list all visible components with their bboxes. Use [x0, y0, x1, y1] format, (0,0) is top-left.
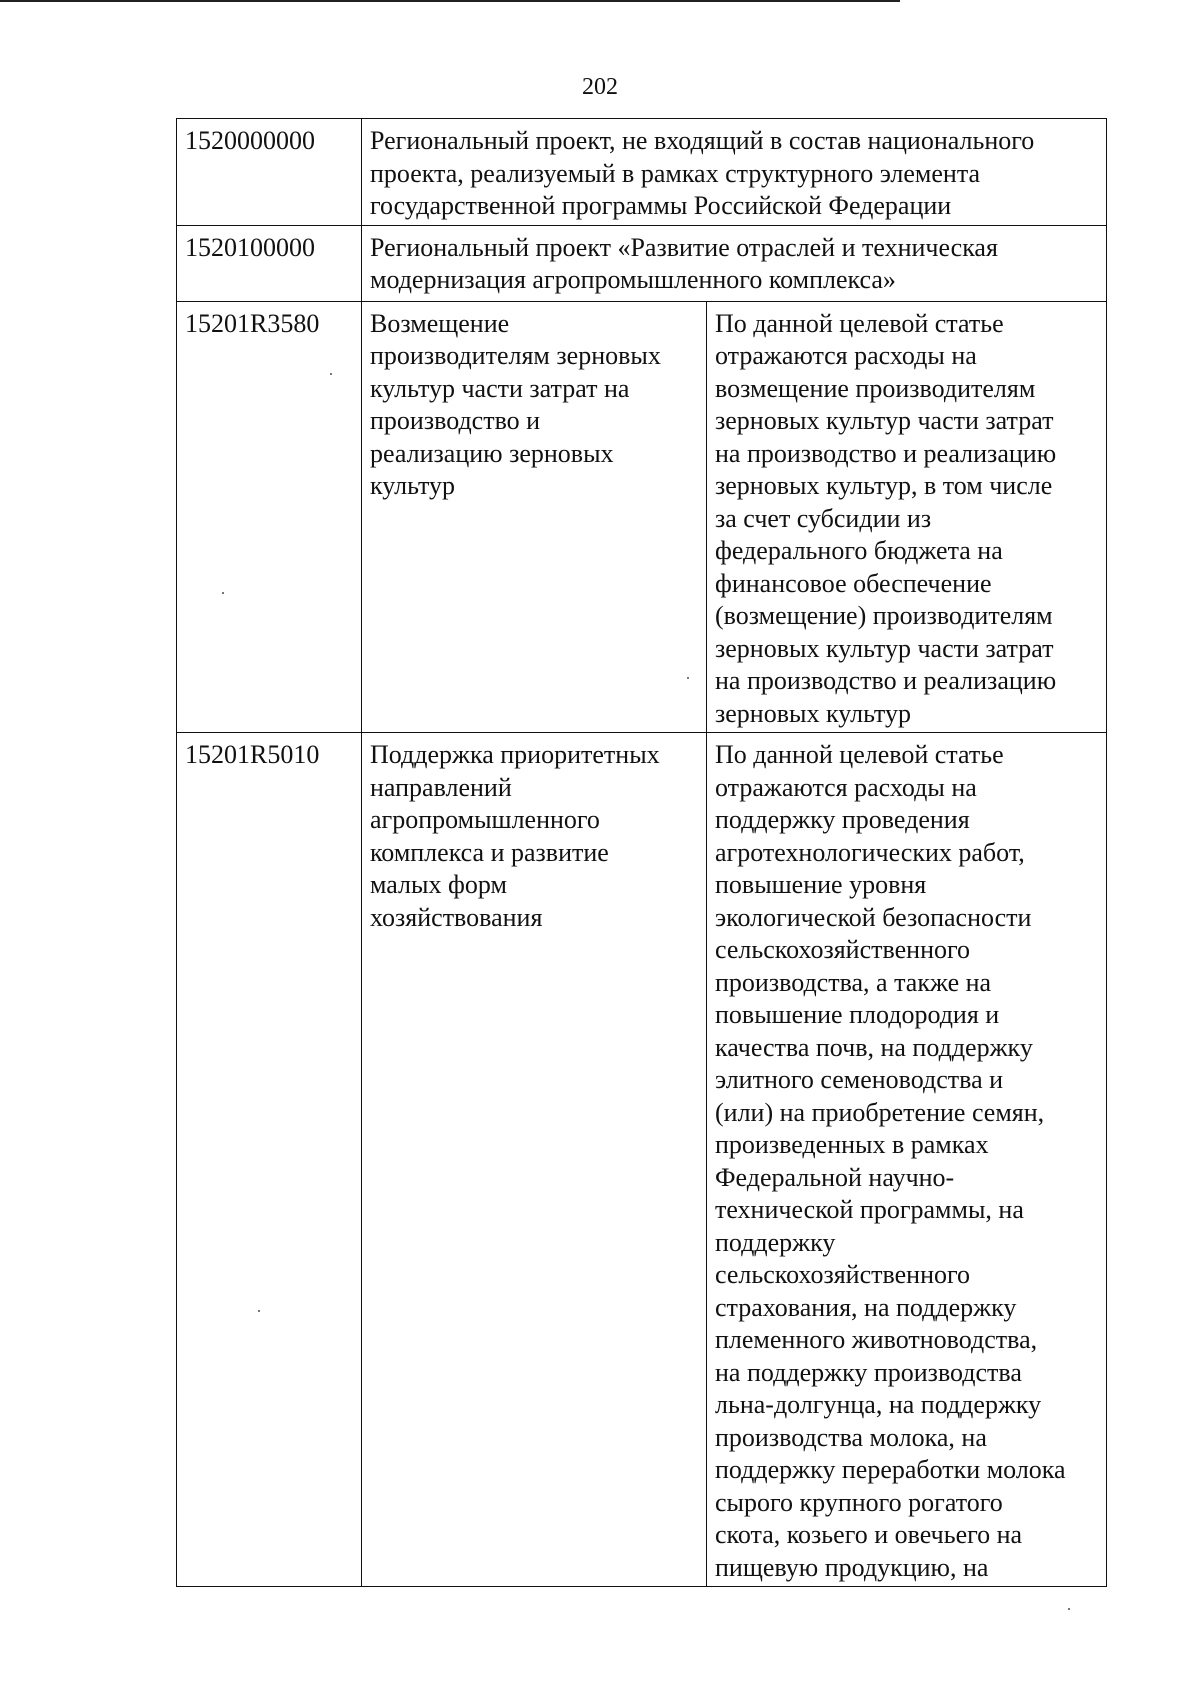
article-name: Возмещение производителям зерновых культур части затрат на производство и реализацию зерновых культур [362, 301, 707, 733]
article-name: Поддержка приоритетных направлений агропромышленного комплекса и развитие малых форм хозяйствования [362, 733, 707, 1587]
target-articles-table [176, 118, 1107, 1587]
article-title: Региональный проект «Развитие отраслей и техническая модернизация агропромышленного комплекса» [362, 225, 1107, 301]
page-number: 202 [582, 74, 618, 100]
scan-speck [687, 677, 689, 679]
scan-speck [330, 373, 332, 375]
article-description: По данной целевой статье отражаются расходы на поддержку проведения агротехнологических работ, повышение уровня экологической безопасности сельскохозяйственного производства, а также на повышение плодородия и качества почв, на поддержку элитного семеноводства и (или) на приобретение семян, произведенных в рамках Федеральной научно- технической программы, на поддержку сельскохозяйственного страхования, на поддержку племенного животноводства, на поддержку производства льна-долгунца, на поддержку производства молока, на поддержку переработки молока сырого крупного рогатого скота, козьего и овечьего на пищевую продукцию, на [707, 733, 1107, 1587]
article-code: 1520000000 [177, 119, 362, 226]
table-row [177, 301, 1107, 733]
table-row [177, 733, 1107, 1587]
scan-speck [1068, 1608, 1070, 1610]
article-code: 1520100000 [177, 225, 362, 301]
article-title: Региональный проект, не входящий в состав национального проекта, реализуемый в рамках структурного элемента государственной программы Российской Федерации [362, 119, 1107, 226]
scan-edge-line [0, 0, 900, 2]
article-description: По данной целевой статье отражаются расходы на возмещение производителям зерновых культур части затрат на производство и реализацию зерновых культур, в том числе за счет субсидии из федерального бюджета на финансовое обеспечение (возмещение) производителям зерновых культур части затрат на производство и реализацию зерновых культур [707, 301, 1107, 733]
table-row [177, 225, 1107, 301]
article-code: 15201R5010 [177, 733, 362, 1587]
table-row [177, 119, 1107, 226]
scan-speck [258, 1310, 260, 1312]
article-code: 15201R3580 [177, 301, 362, 733]
scan-speck [222, 592, 224, 594]
